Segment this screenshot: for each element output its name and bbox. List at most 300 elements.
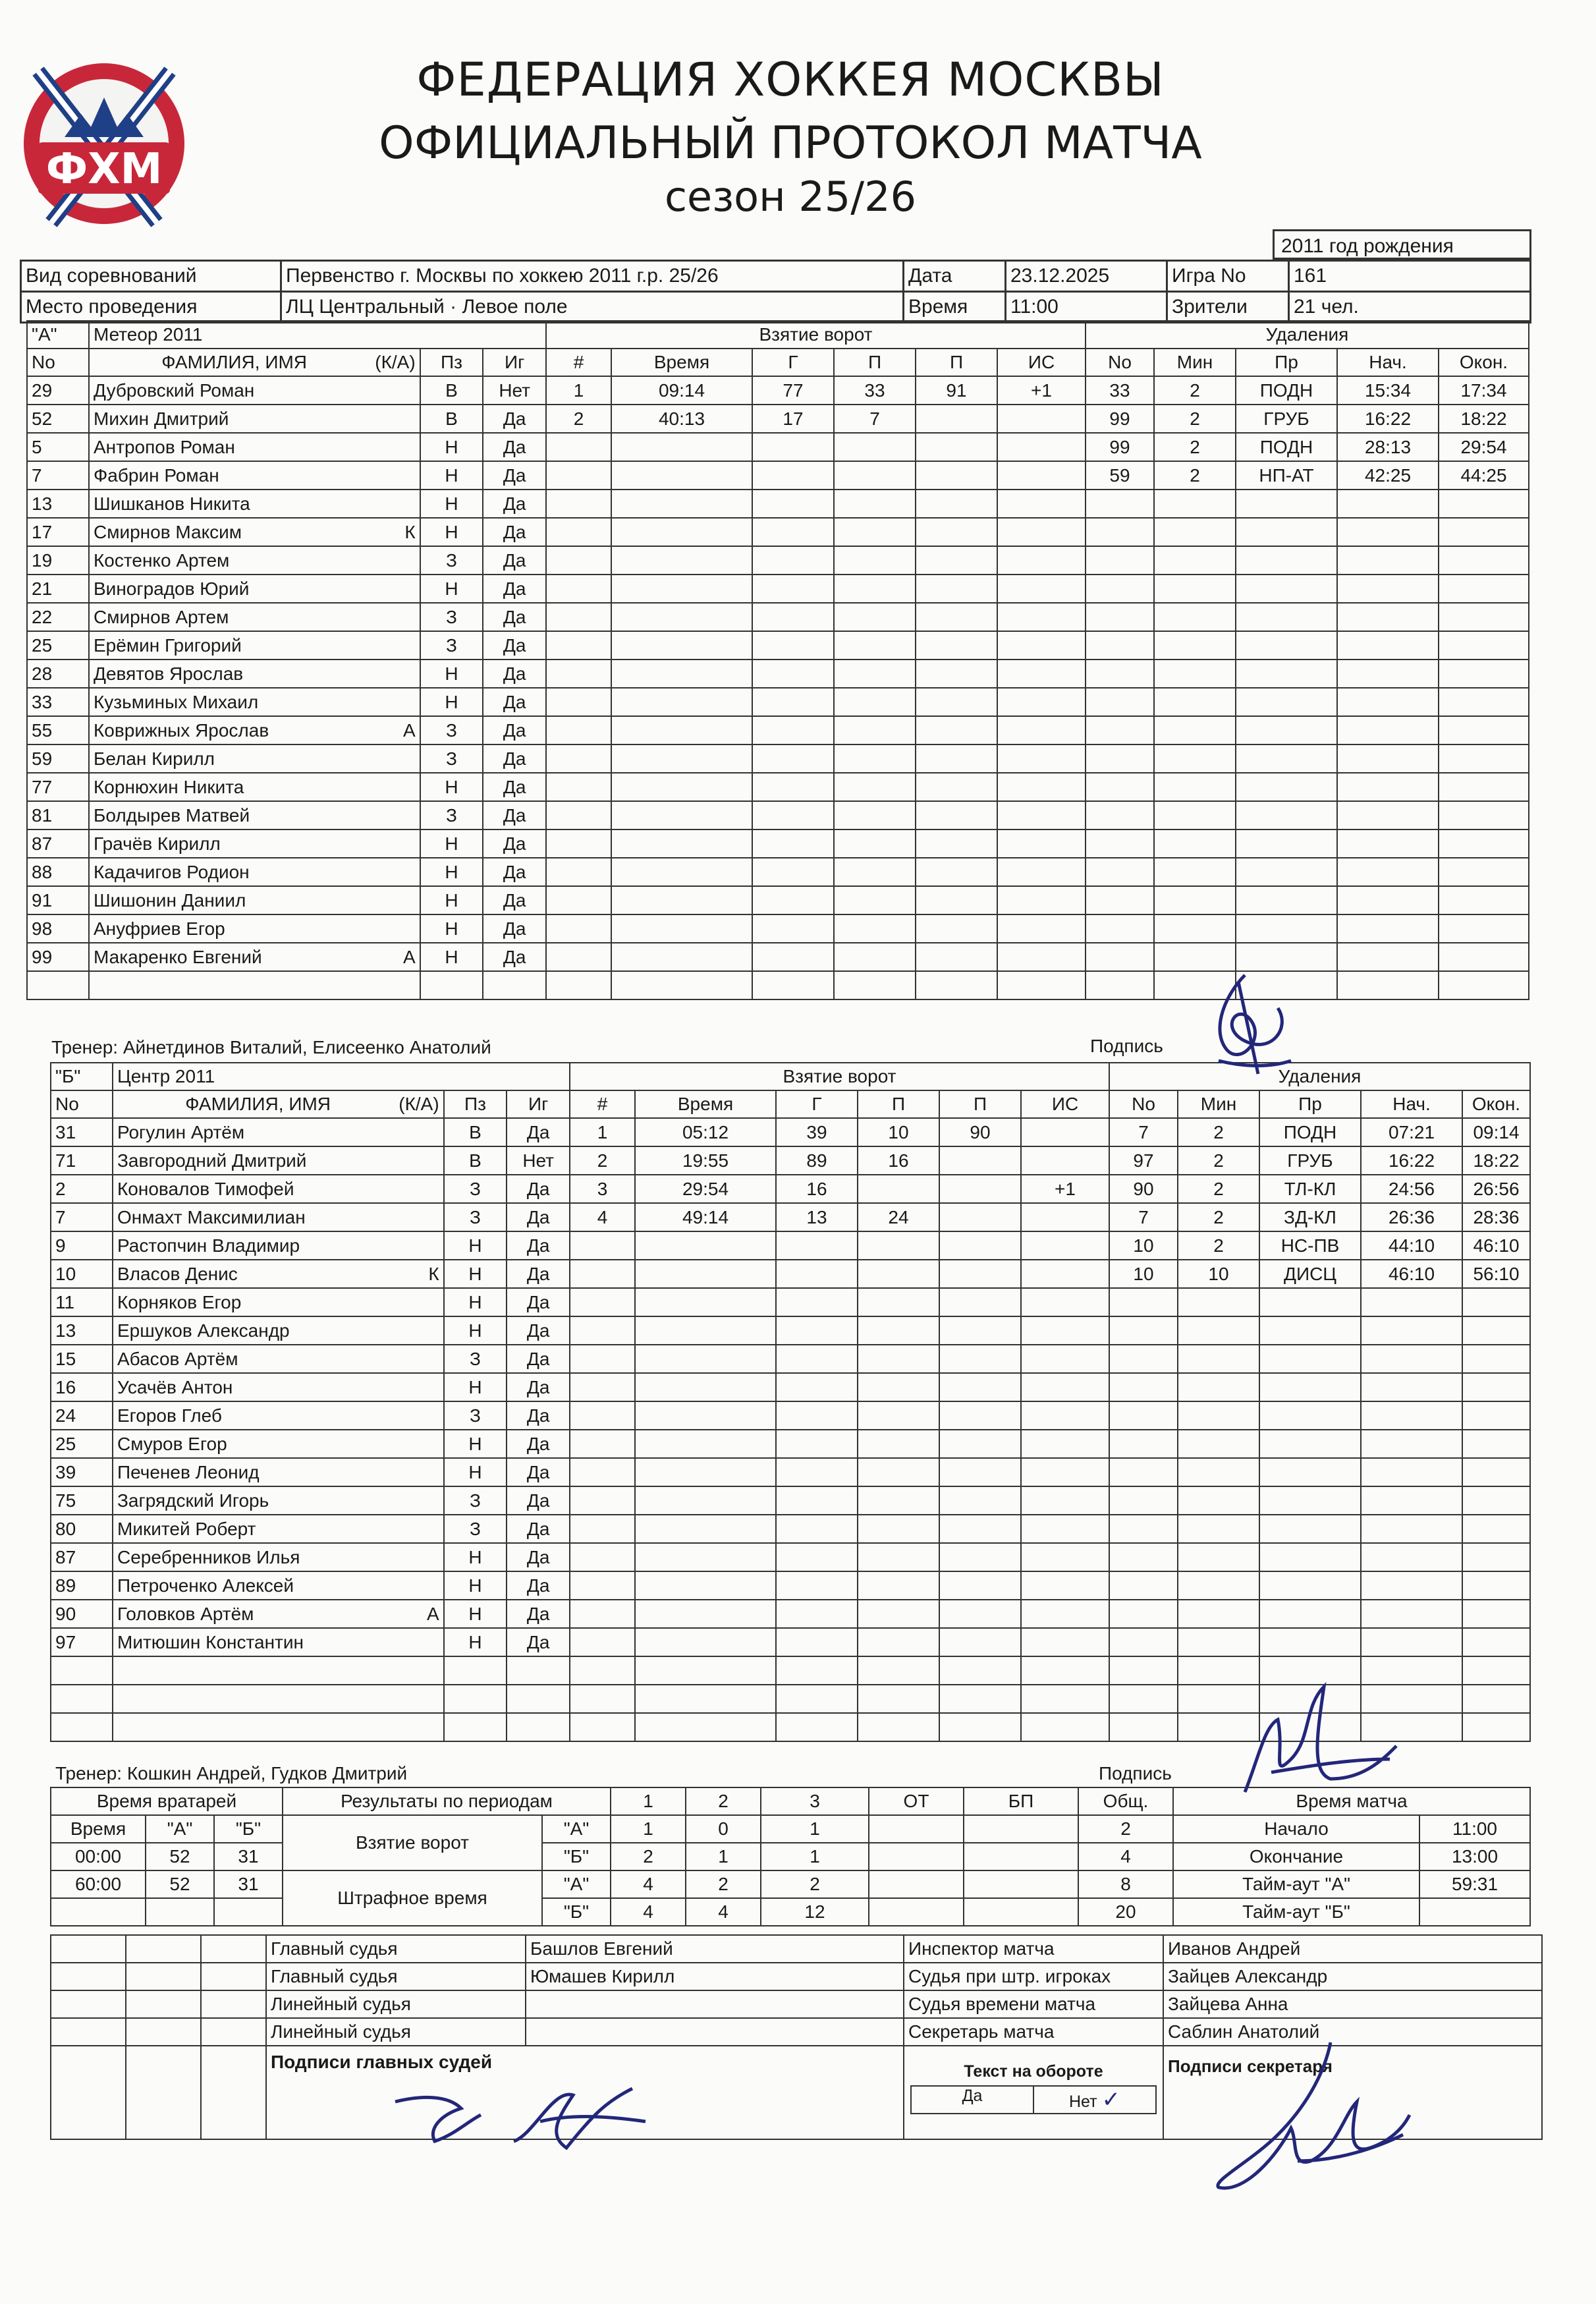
player-name-text: Ерёмин Григорий bbox=[94, 634, 242, 656]
player-no: 33 bbox=[27, 688, 89, 716]
player-name bbox=[113, 1656, 444, 1685]
penalty-min bbox=[1154, 546, 1236, 575]
penalty-no bbox=[1086, 886, 1154, 914]
back-text-yes: Да bbox=[912, 2087, 1034, 2113]
player-played: Да bbox=[507, 1175, 570, 1203]
goal-is bbox=[997, 745, 1086, 773]
penalty-reason bbox=[1259, 1288, 1361, 1316]
player-pos: Н bbox=[444, 1430, 507, 1458]
goal-n bbox=[546, 518, 611, 546]
goal-time bbox=[611, 433, 752, 461]
gk-row1-time: 00:00 bbox=[51, 1843, 146, 1870]
penalty-start: 44:10 bbox=[1361, 1231, 1462, 1260]
player-pos: З bbox=[420, 745, 483, 773]
goals-section-title: Взятие ворот bbox=[546, 321, 1086, 349]
goal-n bbox=[570, 1713, 635, 1741]
player-row bbox=[27, 433, 1529, 461]
col-pen-min: Мин bbox=[1154, 349, 1236, 376]
goal-is bbox=[997, 971, 1086, 999]
player-row bbox=[51, 1430, 1530, 1458]
goal-n bbox=[546, 886, 611, 914]
secretary-label: Секретарь матча bbox=[904, 2018, 1163, 2046]
penalty-reason bbox=[1236, 914, 1337, 943]
goal-a2 bbox=[939, 1656, 1021, 1685]
col-pen-min: Мин bbox=[1178, 1090, 1259, 1118]
player-name-text: Шишонин Даниил bbox=[94, 889, 246, 911]
penalty-reason bbox=[1236, 603, 1337, 631]
player-pos: Н bbox=[420, 829, 483, 858]
goal-a1 bbox=[858, 1458, 939, 1486]
goal-time: 05:12 bbox=[635, 1118, 776, 1146]
goal-time bbox=[635, 1685, 776, 1713]
player-no: 10 bbox=[51, 1260, 113, 1288]
penalty-start: 16:22 bbox=[1337, 405, 1439, 433]
player-name bbox=[89, 886, 420, 914]
team-tag: "Б" bbox=[51, 1063, 113, 1090]
penalty-end bbox=[1439, 631, 1529, 660]
venue-value: ЛЦ Центральный · Левое поле bbox=[281, 292, 904, 323]
goal-is bbox=[997, 461, 1086, 490]
goal-a1 bbox=[834, 631, 916, 660]
player-pos: В bbox=[420, 405, 483, 433]
period-2-head: 2 bbox=[686, 1787, 761, 1815]
pim-b-ot bbox=[869, 1898, 964, 1926]
penalty-start bbox=[1337, 603, 1439, 631]
penalty-min bbox=[1178, 1571, 1259, 1600]
goal-a1 bbox=[858, 1486, 939, 1515]
goal-time bbox=[635, 1628, 776, 1656]
col-goal-scorer: Г bbox=[752, 349, 834, 376]
player-name bbox=[89, 773, 420, 801]
player-no: 99 bbox=[27, 943, 89, 971]
penalty-end bbox=[1439, 886, 1529, 914]
penalty-end bbox=[1462, 1713, 1530, 1741]
player-no: 39 bbox=[51, 1458, 113, 1486]
goal-a2 bbox=[916, 858, 997, 886]
goal-a1 bbox=[834, 490, 916, 518]
back-text-no-mark: ✓ bbox=[1101, 2087, 1121, 2112]
gk-row2-b: 31 bbox=[214, 1870, 283, 1898]
goal-a1 bbox=[834, 943, 916, 971]
goal-n bbox=[546, 575, 611, 603]
line2-value bbox=[526, 2018, 904, 2046]
player-no: 13 bbox=[27, 490, 89, 518]
player-name-text: Растопчин Владимир bbox=[117, 1235, 300, 1256]
goal-n: 1 bbox=[570, 1118, 635, 1146]
player-name-text: Рогулин Артём bbox=[117, 1121, 245, 1142]
penalty-start bbox=[1361, 1401, 1462, 1430]
goal-is bbox=[1021, 1401, 1109, 1430]
penalty-end: 29:54 bbox=[1439, 433, 1529, 461]
col-name-label: ФАМИЛИЯ, ИМЯ bbox=[185, 1094, 331, 1114]
goals-a-bp bbox=[964, 1815, 1078, 1843]
goal-time bbox=[635, 1543, 776, 1571]
goal-is bbox=[1021, 1656, 1109, 1685]
goal-is bbox=[1021, 1118, 1109, 1146]
col-goal-num: # bbox=[570, 1090, 635, 1118]
goal-n bbox=[570, 1288, 635, 1316]
player-name bbox=[113, 1600, 444, 1628]
penalty-no bbox=[1086, 518, 1154, 546]
goal-g bbox=[752, 518, 834, 546]
player-pos: Н bbox=[420, 490, 483, 518]
player-row bbox=[51, 1345, 1530, 1373]
player-name-text: Серебренников Илья bbox=[117, 1546, 300, 1567]
player-pos bbox=[444, 1656, 507, 1685]
player-played: Да bbox=[507, 1373, 570, 1401]
player-no: 28 bbox=[27, 660, 89, 688]
penalty-reason bbox=[1236, 858, 1337, 886]
player-played: Да bbox=[483, 546, 546, 575]
goal-n: 2 bbox=[546, 405, 611, 433]
player-pos: Н bbox=[420, 433, 483, 461]
goal-g bbox=[776, 1430, 858, 1458]
goal-is bbox=[997, 914, 1086, 943]
goals-b-total: 4 bbox=[1078, 1843, 1173, 1870]
goal-g bbox=[776, 1571, 858, 1600]
player-played: Да bbox=[483, 461, 546, 490]
goal-n bbox=[546, 971, 611, 999]
goal-g bbox=[776, 1345, 858, 1373]
match-time-title: Время матча bbox=[1173, 1787, 1530, 1815]
penalty-min: 2 bbox=[1178, 1175, 1259, 1203]
goal-n: 2 bbox=[570, 1146, 635, 1175]
goal-is bbox=[997, 490, 1086, 518]
player-no: 91 bbox=[27, 886, 89, 914]
player-name-text: Корняков Егор bbox=[117, 1291, 242, 1312]
penalty-reason bbox=[1259, 1571, 1361, 1600]
penalty-start bbox=[1361, 1345, 1462, 1373]
goal-a2 bbox=[916, 461, 997, 490]
player-no: 87 bbox=[51, 1543, 113, 1571]
goal-a1: 24 bbox=[858, 1203, 939, 1231]
penalty-min bbox=[1178, 1401, 1259, 1430]
player-name-text: Петроченко Алексей bbox=[117, 1575, 294, 1596]
goal-g bbox=[776, 1373, 858, 1401]
goal-a2 bbox=[916, 914, 997, 943]
player-played: Да bbox=[507, 1260, 570, 1288]
goal-is bbox=[1021, 1373, 1109, 1401]
penalty-reason bbox=[1236, 745, 1337, 773]
goal-is bbox=[1021, 1288, 1109, 1316]
player-played bbox=[507, 1656, 570, 1685]
penalty-min bbox=[1154, 518, 1236, 546]
player-row bbox=[27, 858, 1529, 886]
penalty-min: 2 bbox=[1178, 1118, 1259, 1146]
date-label: Дата bbox=[904, 261, 1006, 292]
goal-n bbox=[570, 1656, 635, 1685]
goal-g bbox=[776, 1401, 858, 1430]
penalty-start bbox=[1337, 745, 1439, 773]
goal-a1 bbox=[834, 773, 916, 801]
goals-label: Взятие ворот bbox=[283, 1815, 542, 1870]
penalty-reason bbox=[1236, 688, 1337, 716]
goal-time bbox=[611, 914, 752, 943]
team-a-signature bbox=[1199, 969, 1298, 1087]
penalty-no: 90 bbox=[1109, 1175, 1178, 1203]
goal-n bbox=[546, 801, 611, 829]
penalty-min: 2 bbox=[1154, 461, 1236, 490]
penalty-reason bbox=[1259, 1458, 1361, 1486]
player-name bbox=[89, 660, 420, 688]
player-row bbox=[51, 1146, 1530, 1175]
player-played: Да bbox=[483, 518, 546, 546]
penalty-end bbox=[1462, 1486, 1530, 1515]
goal-time bbox=[611, 801, 752, 829]
player-played: Да bbox=[483, 914, 546, 943]
goal-a2 bbox=[916, 405, 997, 433]
penalty-no bbox=[1086, 490, 1154, 518]
penalty-start: 26:36 bbox=[1361, 1203, 1462, 1231]
player-no: 52 bbox=[27, 405, 89, 433]
penalty-end bbox=[1462, 1345, 1530, 1373]
player-name bbox=[113, 1401, 444, 1430]
goal-a2 bbox=[939, 1486, 1021, 1515]
player-no: 25 bbox=[51, 1430, 113, 1458]
player-name bbox=[113, 1373, 444, 1401]
player-pos: Н bbox=[444, 1571, 507, 1600]
goal-is bbox=[997, 631, 1086, 660]
penalty-start bbox=[1337, 631, 1439, 660]
goal-a2 bbox=[939, 1430, 1021, 1458]
penalty-end bbox=[1439, 943, 1529, 971]
time-value: 11:00 bbox=[1006, 292, 1167, 323]
penalty-reason: НП-АТ bbox=[1236, 461, 1337, 490]
penalty-reason bbox=[1236, 943, 1337, 971]
goal-a1 bbox=[858, 1401, 939, 1430]
penalty-end bbox=[1439, 603, 1529, 631]
penalty-end: 18:22 bbox=[1439, 405, 1529, 433]
goal-a2 bbox=[916, 773, 997, 801]
penalty-start bbox=[1337, 575, 1439, 603]
goal-time bbox=[611, 858, 752, 886]
player-row bbox=[27, 518, 1529, 546]
goal-a2 bbox=[939, 1600, 1021, 1628]
penalty-no bbox=[1086, 546, 1154, 575]
player-no: 89 bbox=[51, 1571, 113, 1600]
goal-time: 49:14 bbox=[635, 1203, 776, 1231]
player-row bbox=[51, 1373, 1530, 1401]
penalty-min bbox=[1154, 688, 1236, 716]
goal-n bbox=[546, 914, 611, 943]
penalty-end bbox=[1462, 1373, 1530, 1401]
goal-time bbox=[611, 631, 752, 660]
player-row bbox=[27, 660, 1529, 688]
goal-time: 19:55 bbox=[635, 1146, 776, 1175]
period-1-head: 1 bbox=[611, 1787, 686, 1815]
player-name-text: Онмахт Максимилиан bbox=[117, 1206, 306, 1227]
penalty-end bbox=[1462, 1628, 1530, 1656]
player-name bbox=[89, 943, 420, 971]
penalty-end bbox=[1462, 1600, 1530, 1628]
penalty-no bbox=[1109, 1316, 1178, 1345]
goal-n bbox=[546, 603, 611, 631]
penalty-end bbox=[1439, 914, 1529, 943]
penalty-end: 26:56 bbox=[1462, 1175, 1530, 1203]
player-played bbox=[507, 1685, 570, 1713]
goal-g bbox=[752, 886, 834, 914]
goal-a2 bbox=[939, 1401, 1021, 1430]
player-name bbox=[89, 490, 420, 518]
goal-g bbox=[752, 688, 834, 716]
penalty-reason: ГРУБ bbox=[1236, 405, 1337, 433]
penalty-start: 28:13 bbox=[1337, 433, 1439, 461]
col-goal-time: Время bbox=[635, 1090, 776, 1118]
goal-a1: 7 bbox=[834, 405, 916, 433]
goal-a1 bbox=[858, 1515, 939, 1543]
penalty-start bbox=[1361, 1373, 1462, 1401]
player-played: Да bbox=[507, 1288, 570, 1316]
player-played: Да bbox=[483, 631, 546, 660]
player-no: 2 bbox=[51, 1175, 113, 1203]
penalty-no: 59 bbox=[1086, 461, 1154, 490]
player-name-text: Головков Артём bbox=[117, 1603, 254, 1624]
penalty-no bbox=[1086, 603, 1154, 631]
player-name-text: Кадачигов Родион bbox=[94, 861, 250, 882]
secretary-sign-label: Подписи секретаря bbox=[1168, 2056, 1333, 2076]
goal-n bbox=[546, 716, 611, 745]
team-tag: "А" bbox=[27, 321, 89, 349]
penalty-start bbox=[1337, 886, 1439, 914]
player-pos: З bbox=[444, 1486, 507, 1515]
player-pos: З bbox=[420, 716, 483, 745]
goal-g bbox=[776, 1713, 858, 1741]
penalty-reason bbox=[1259, 1345, 1361, 1373]
player-name bbox=[89, 716, 420, 745]
player-pos bbox=[444, 1713, 507, 1741]
player-played: Да bbox=[483, 575, 546, 603]
penalty-end bbox=[1439, 546, 1529, 575]
player-row bbox=[27, 688, 1529, 716]
penbox-label: Судья при штр. игроках bbox=[904, 1963, 1163, 1990]
goals-b-p2: 1 bbox=[686, 1843, 761, 1870]
goal-g bbox=[776, 1316, 858, 1345]
penalty-start: 16:22 bbox=[1361, 1146, 1462, 1175]
player-no: 75 bbox=[51, 1486, 113, 1515]
penalty-no bbox=[1109, 1373, 1178, 1401]
player-row bbox=[51, 1600, 1530, 1628]
penalty-no bbox=[1086, 716, 1154, 745]
player-row bbox=[51, 1316, 1530, 1345]
player-name-text: Ершуков Александр bbox=[117, 1320, 290, 1341]
player-name bbox=[113, 1288, 444, 1316]
goal-time bbox=[635, 1345, 776, 1373]
federation-title: ФЕДЕРАЦИЯ ХОККЕЯ МОСКВЫ bbox=[416, 53, 1165, 107]
goal-is bbox=[1021, 1231, 1109, 1260]
player-pos: З bbox=[444, 1175, 507, 1203]
penalty-end bbox=[1462, 1515, 1530, 1543]
goal-g bbox=[752, 943, 834, 971]
penalty-start: 42:25 bbox=[1337, 461, 1439, 490]
goal-g bbox=[776, 1628, 858, 1656]
goal-a2 bbox=[939, 1345, 1021, 1373]
pim-a-p3: 2 bbox=[761, 1870, 869, 1898]
player-played: Да bbox=[483, 688, 546, 716]
player-no: 21 bbox=[27, 575, 89, 603]
player-no: 13 bbox=[51, 1316, 113, 1345]
penalty-min bbox=[1154, 603, 1236, 631]
penalty-min bbox=[1154, 716, 1236, 745]
goal-n bbox=[546, 745, 611, 773]
player-no: 88 bbox=[27, 858, 89, 886]
goal-is bbox=[997, 688, 1086, 716]
goal-time bbox=[611, 575, 752, 603]
player-no: 98 bbox=[27, 914, 89, 943]
player-no: 80 bbox=[51, 1515, 113, 1543]
player-name-text: Смирнов Артем bbox=[94, 606, 229, 627]
penalty-reason bbox=[1236, 801, 1337, 829]
goal-n bbox=[546, 660, 611, 688]
pim-label: Штрафное время bbox=[283, 1870, 542, 1926]
player-no: 15 bbox=[51, 1345, 113, 1373]
pim-a-tag: "А" bbox=[542, 1870, 611, 1898]
player-name bbox=[89, 745, 420, 773]
player-no: 5 bbox=[27, 433, 89, 461]
player-name-text: Белан Кирилл bbox=[94, 748, 215, 769]
player-pos: Н bbox=[420, 518, 483, 546]
player-no bbox=[51, 1685, 113, 1713]
player-row bbox=[27, 801, 1529, 829]
player-name-text: Михин Дмитрий bbox=[94, 408, 229, 429]
penalty-no bbox=[1109, 1345, 1178, 1373]
player-row bbox=[27, 716, 1529, 745]
penalty-start bbox=[1361, 1543, 1462, 1571]
player-name-text: Смирнов Максим bbox=[94, 521, 242, 542]
penalty-start bbox=[1361, 1628, 1462, 1656]
goal-a2: 91 bbox=[916, 376, 997, 405]
goal-is bbox=[1021, 1458, 1109, 1486]
player-played: Да bbox=[483, 490, 546, 518]
player-row bbox=[51, 1401, 1530, 1430]
player-played: Да bbox=[507, 1515, 570, 1543]
goals-b-p3: 1 bbox=[761, 1843, 869, 1870]
goal-time bbox=[611, 518, 752, 546]
penalty-min bbox=[1178, 1628, 1259, 1656]
player-no: 9 bbox=[51, 1231, 113, 1260]
player-pos bbox=[420, 971, 483, 999]
player-name bbox=[89, 631, 420, 660]
goal-a1 bbox=[834, 914, 916, 943]
goal-g bbox=[752, 603, 834, 631]
penalty-end bbox=[1462, 1316, 1530, 1345]
col-pen-no: No bbox=[1086, 349, 1154, 376]
player-no: 90 bbox=[51, 1600, 113, 1628]
col-pen-end: Окон. bbox=[1462, 1090, 1530, 1118]
match-info bbox=[20, 260, 1531, 323]
pim-a-bp bbox=[964, 1870, 1078, 1898]
penalty-min bbox=[1178, 1345, 1259, 1373]
player-played: Да bbox=[507, 1486, 570, 1515]
penalty-no bbox=[1109, 1543, 1178, 1571]
penalty-min bbox=[1154, 914, 1236, 943]
player-no: 31 bbox=[51, 1118, 113, 1146]
player-pos: Н bbox=[444, 1260, 507, 1288]
pim-a-p2: 2 bbox=[686, 1870, 761, 1898]
goal-a2 bbox=[939, 1458, 1021, 1486]
penalty-end bbox=[1439, 490, 1529, 518]
goal-a1 bbox=[858, 1175, 939, 1203]
goal-a2 bbox=[916, 631, 997, 660]
penalty-reason bbox=[1259, 1628, 1361, 1656]
goal-is bbox=[997, 716, 1086, 745]
team-name: Метеор 2011 bbox=[89, 321, 546, 349]
goals-a-p3: 1 bbox=[761, 1815, 869, 1843]
goal-is bbox=[997, 660, 1086, 688]
penalty-end bbox=[1439, 829, 1529, 858]
penalty-no bbox=[1086, 943, 1154, 971]
protocol-title: ОФИЦИАЛЬНЫЙ ПРОТОКОЛ МАТЧА bbox=[379, 117, 1202, 169]
player-name bbox=[89, 688, 420, 716]
